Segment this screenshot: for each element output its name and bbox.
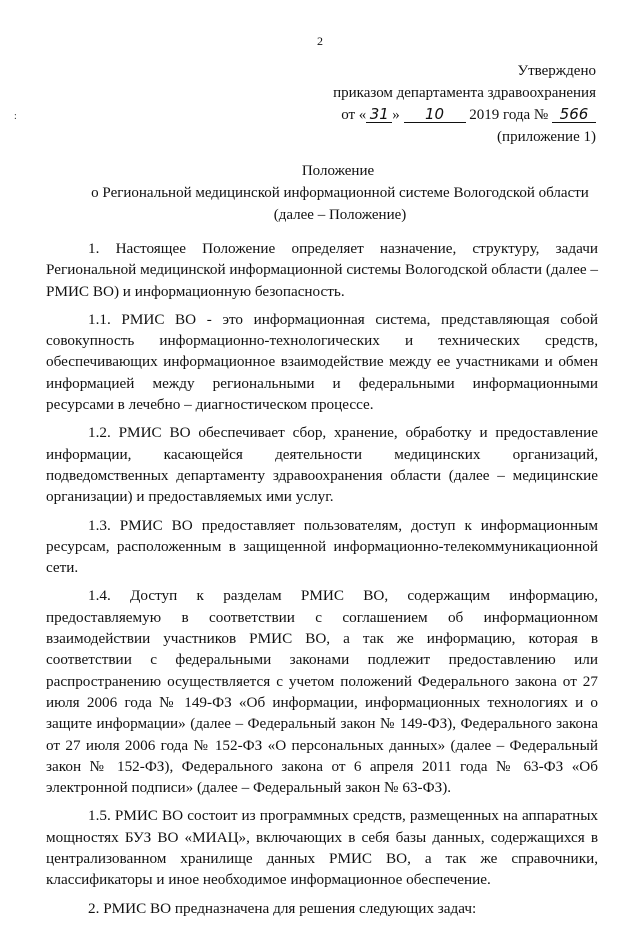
title-subject: о Региональной медицинской информационной системе Вологодской области (91, 185, 589, 201)
approval-label: Утверждено (517, 63, 596, 79)
page-number: 2 (317, 34, 323, 48)
title-heading: Положение (301, 163, 375, 179)
handwritten-day: 31 (366, 106, 392, 123)
approval-stamp-block (333, 60, 596, 148)
document-title (40, 160, 606, 226)
paragraph-1-5: 1.5. РМИС ВО состоит из программных средств, размещенных на аппаратных мощностях БУЗ ВО «МИАЦ», включающих в себя базы данных, содержащихся в централизованном хранилище данных РМИС ВО, а так же справочники, классификаторы и иное необходимое информационное обеспечение. (46, 807, 598, 889)
paragraph-1-3: 1.3. РМИС ВО предоставляет пользователям, доступ к информационным ресурсам, расположенным в защищенной информационно-телекоммуникационной сети. (46, 516, 598, 577)
paragraph-1-1: 1.1. РМИС ВО - это информационная система, представляющая собой совокупность информационно-технологических и технических средств, обеспечивающих информационное взаимодействие между ее участниками и обмен информацией между региональными и федеральными информационными ресурсами в лечебно – диагностическом процессе. (46, 310, 598, 414)
paragraph-1: 1. Настоящее Положение определяет назначение, структуру, задачи Региональной медицинской информационной системы Вологодской области (далее – РМИС ВО) и информационную безопасность. (46, 240, 598, 300)
handwritten-month: 10 (404, 106, 466, 123)
paragraph-1-2: 1.2. РМИС ВО обеспечивает сбор, хранение, обработку и предоставление информации, касающейся деятельности медицинских организаций, подведомственных департаменту здравоохранения области (далее – медицинские организации) и предоставляемых ими услуг. (46, 424, 598, 506)
date-year: 2019 года № (469, 107, 549, 123)
margin-mark: : (14, 111, 17, 122)
date-mid: » (392, 107, 400, 123)
approval-order-line: приказом департамента здравоохранения (333, 85, 596, 101)
title-abbreviation: (далее – Положение) (273, 207, 407, 223)
approval-date-line (333, 104, 596, 126)
date-prefix: от « (341, 107, 367, 123)
document-body (46, 238, 598, 926)
appendix-label: (приложение 1) (497, 129, 596, 145)
paragraph-2: 2. РМИС ВО предназначена для решения следующих задач: (88, 899, 477, 917)
handwritten-order-number: 566 (552, 106, 596, 123)
paragraph-1-4: 1.4. Доступ к разделам РМИС ВО, содержащим информацию, предоставляемую в соответствии с соглашением об информационном взаимодействии участников РМИС ВО, а так же информацию, которая в соответствии с федеральными законами подлежит предоставлению или распространению осуществляется с учетом положений Федерального закона от 27 июля 2006 года № 149-ФЗ «Об информации, информационных технологиях и о защите информации» (далее – Федеральный закон № 149-ФЗ), Федерального закона от 27 июля 2006 года № 152-ФЗ «О персональных данных» (далее – Федеральный закон № 152-ФЗ), Федерального закона от 6 апреля 2011 года № 63-ФЗ «Об электронной подписи» (далее – Федеральный закон № 63-ФЗ). (46, 587, 598, 797)
